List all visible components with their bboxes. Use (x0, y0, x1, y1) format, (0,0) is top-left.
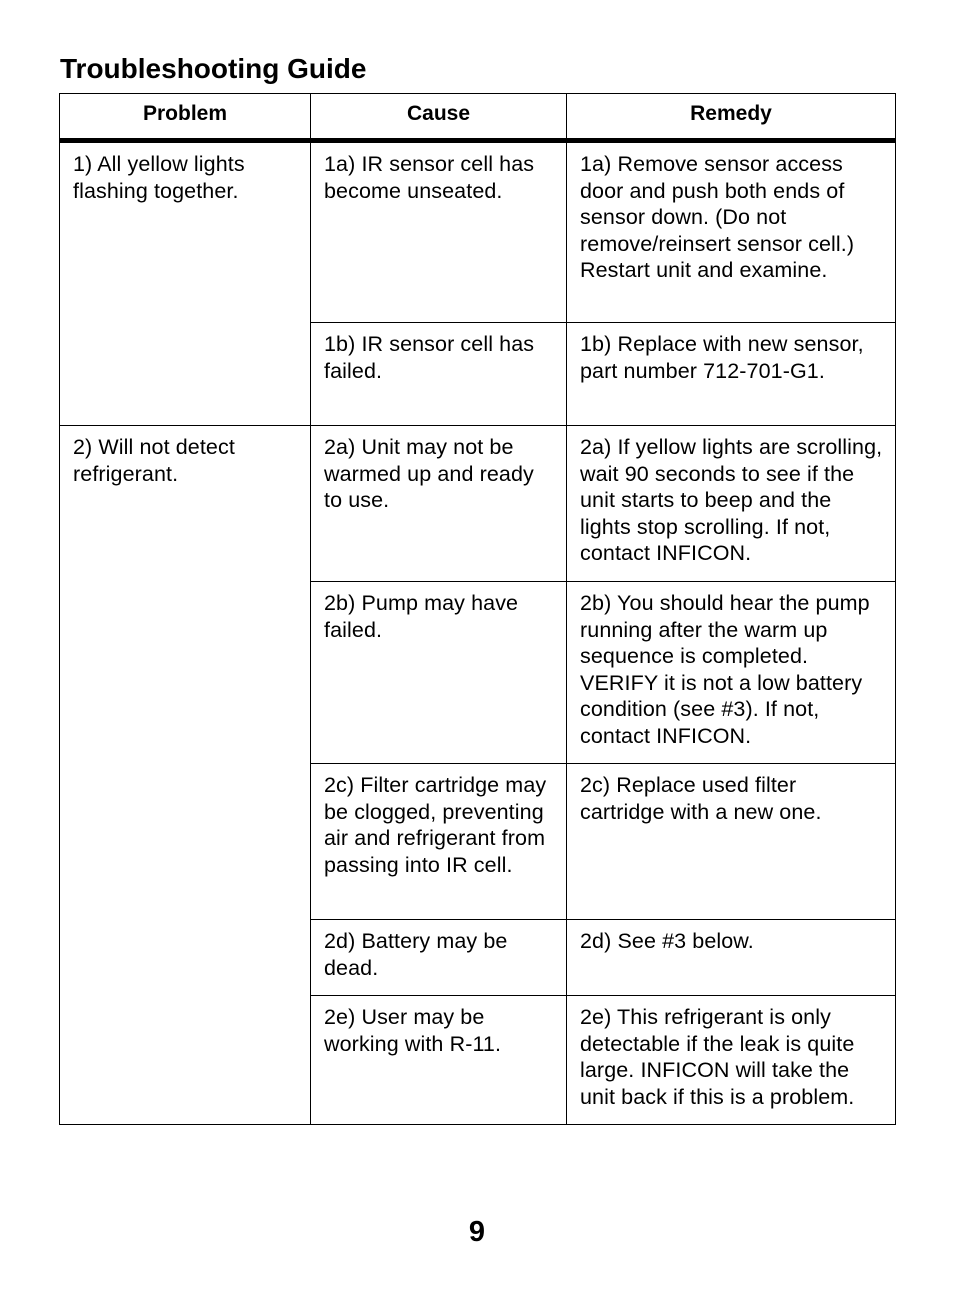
cause-cell: 2b) Pump may have failed. (311, 582, 567, 764)
column-header-remedy: Remedy (567, 94, 896, 141)
remedy-cell: 2b) You should hear the pump running after the warm up sequence is completed. VERIFY it is not a low battery condition (see #3). If not, contact INFICON. (567, 582, 896, 764)
troubleshooting-table (59, 93, 896, 1125)
page-title: Troubleshooting Guide (60, 53, 367, 84)
cause-cell: 2e) User may be working with R-11. (311, 996, 567, 1125)
remedy-cell: 2a) If yellow lights are scrolling, wait 90 seconds to see if the unit starts to beep and the lights stop scrolling. If not, contact INFICON. (567, 426, 896, 582)
remedy-cell: 2e) This refrigerant is only detectable if the leak is quite large. INFICON will take the unit back if this is a problem. (567, 996, 896, 1125)
remedy-cell: 1a) Remove sensor access door and push both ends of sensor down. (Do not remove/reinsert sensor cell.) Restart unit and examine. (567, 141, 896, 323)
remedy-cell: 1b) Replace with new sensor, part number 712-701-G1. (567, 323, 896, 426)
table-row (60, 141, 896, 323)
cause-cell: 2a) Unit may not be warmed up and ready to use. (311, 426, 567, 582)
column-header-cause: Cause (311, 94, 567, 141)
remedy-cell: 2c) Replace used filter cartridge with a new one. (567, 764, 896, 920)
cause-cell: 2d) Battery may be dead. (311, 920, 567, 996)
remedy-cell: 2d) See #3 below. (567, 920, 896, 996)
problem-cell: 2) Will not detect refrigerant. (60, 426, 311, 1125)
cause-cell: 1a) IR sensor cell has become unseated. (311, 141, 567, 323)
cause-cell: 2c) Filter cartridge may be clogged, preventing air and refrigerant from passing into IR cell. (311, 764, 567, 920)
page-number: 9 (468, 1216, 486, 1248)
column-header-problem: Problem (60, 94, 311, 141)
problem-cell: 1) All yellow lights flashing together. (60, 141, 311, 426)
table-row (60, 426, 896, 582)
cause-cell: 1b) IR sensor cell has failed. (311, 323, 567, 426)
table-header-row (60, 94, 896, 141)
